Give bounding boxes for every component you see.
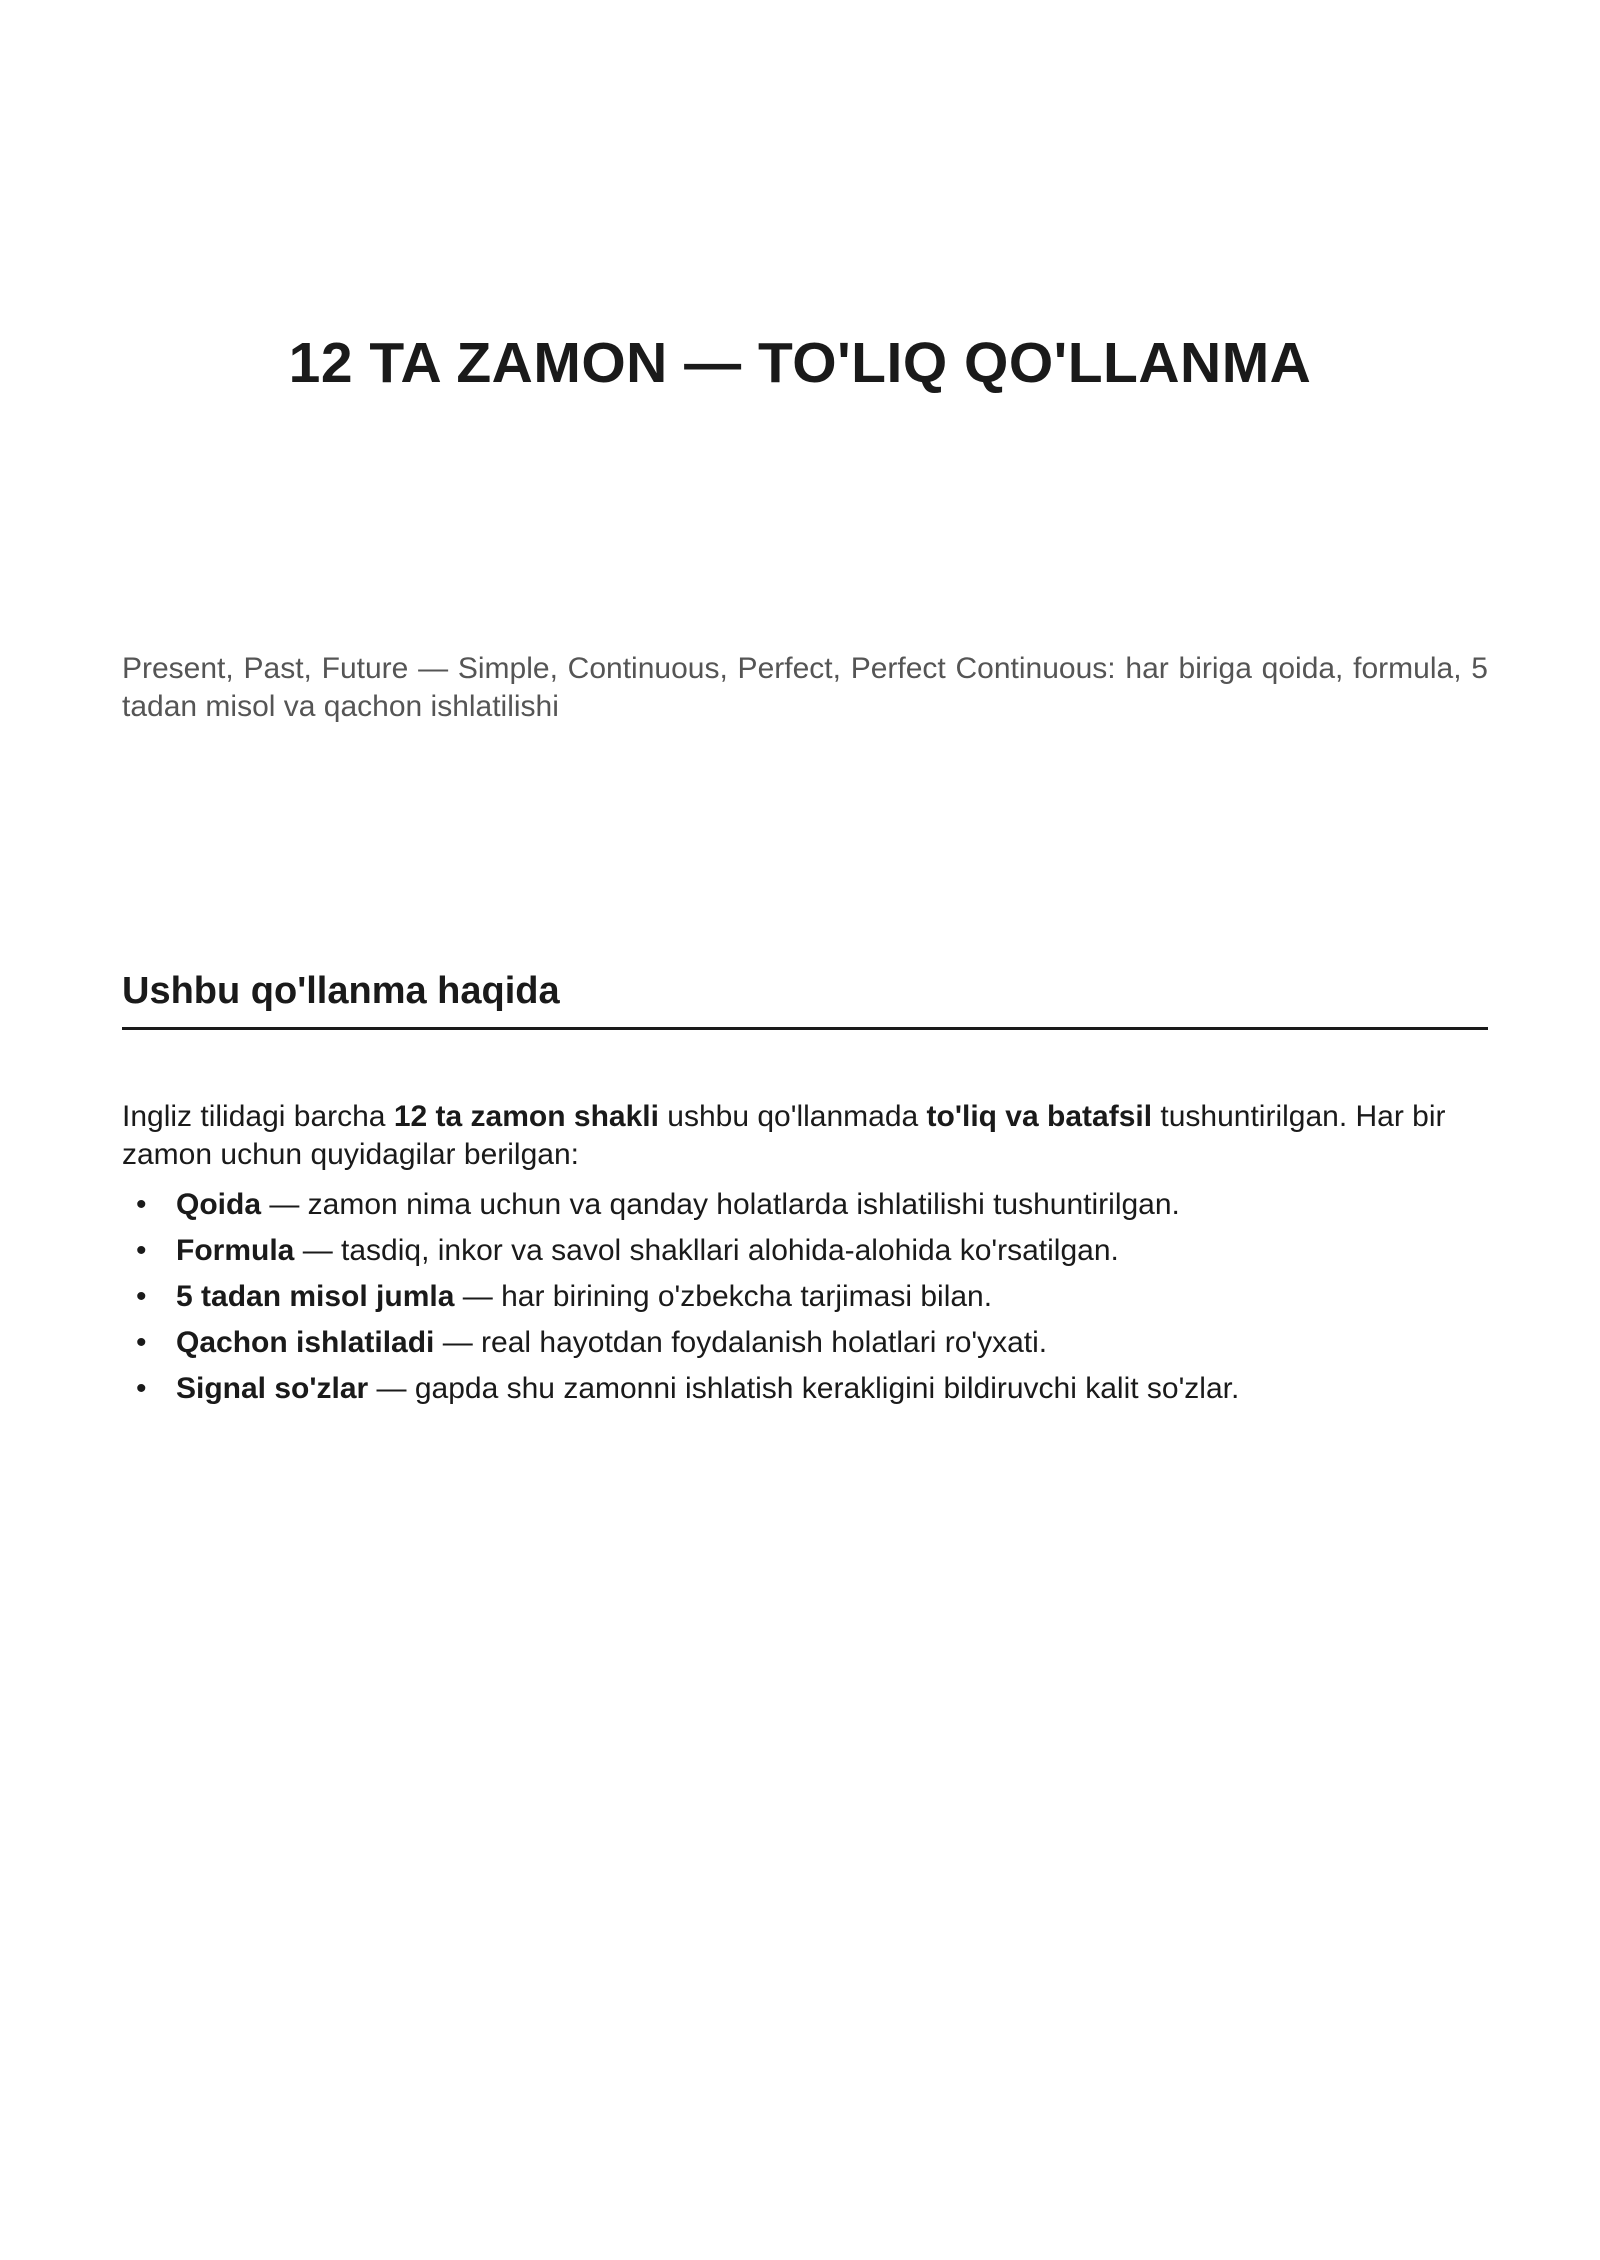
feature-desc: — har birining o'zbekcha tarjimasi bilan. <box>454 1280 993 1313</box>
feature-term: Qoida <box>176 1188 262 1221</box>
feature-term: Signal so'zlar <box>176 1372 369 1405</box>
feature-term: Qachon ishlatiladi <box>176 1326 435 1359</box>
intro-bold-1: 12 ta zamon shakli <box>393 1100 659 1133</box>
intro-text-1: Ingliz tilidagi barcha <box>122 1100 394 1133</box>
bullet-icon: • <box>136 1372 147 1405</box>
intro-text-3: tushuntirilgan. Har bir zamon uchun quyidagilar berilgan: <box>122 1100 1446 1171</box>
intro-text-2: ushbu qo'llanmada <box>658 1100 927 1133</box>
intro-bold-2: to'liq va batafsil <box>926 1100 1153 1133</box>
bullet-icon: • <box>136 1188 147 1221</box>
list-item <box>122 1370 1488 1408</box>
document-subtitle: Present, Past, Future — Simple, Continuous, Perfect, Perfect Continuous: har biriga qoida, formula, 5 tadan misol va qachon ishlatilishi <box>122 652 1488 723</box>
bullet-icon: • <box>136 1280 147 1313</box>
feature-desc: — gapda shu zamonni ishlatish kerakligini bildiruvchi kalit so'zlar. <box>368 1372 1240 1405</box>
feature-list <box>122 1186 1488 1416</box>
list-item <box>122 1324 1488 1362</box>
document-title: 12 TA ZAMON — TO'LIQ QO'LLANMA <box>288 331 1312 395</box>
feature-desc: — tasdiq, inkor va savol shakllari alohida-alohida ko'rsatilgan. <box>294 1234 1119 1267</box>
list-item <box>122 1186 1488 1224</box>
list-item <box>122 1278 1488 1316</box>
section-heading-about: Ushbu qo'llanma haqida <box>122 970 1488 1030</box>
feature-term: Formula <box>176 1234 295 1267</box>
feature-desc: — real hayotdan foydalanish holatlari ro'yxati. <box>434 1326 1048 1359</box>
feature-term: 5 tadan misol jumla <box>176 1280 455 1313</box>
list-item <box>122 1232 1488 1270</box>
intro-paragraph <box>122 1098 1488 1174</box>
bullet-icon: • <box>136 1234 147 1267</box>
feature-desc: — zamon nima uchun va qanday holatlarda ishlatilishi tushuntirilgan. <box>261 1188 1180 1221</box>
bullet-icon: • <box>136 1326 147 1359</box>
